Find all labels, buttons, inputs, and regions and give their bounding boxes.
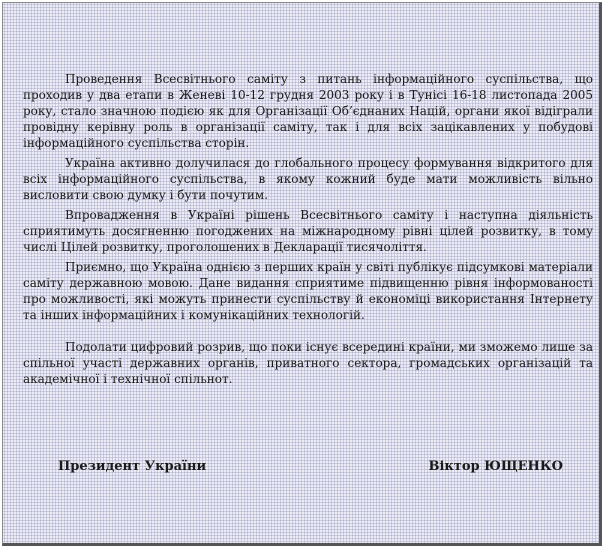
- paragraph: Україна активно долучилася до глобального процесу формування відкритого для всіх інформаційного суспільства, в якому кожний буде мати можливість вільно висловити свою думку і бути почутим.: [23, 156, 593, 202]
- paragraph: Проведення Всесвітнього саміту з питань інформаційного суспільства, що проходив у два етапи в Женеві 10-12 грудня 2003 року і в Тунісі 16-18 листопада 2005 року, стало значною подією як для Організації Об’єднаних Націй, органи якої відігрaли провідну керівну роль в організації саміту, так і для всіх зацікавлених у побудові інформаційного суспільства сторін.: [23, 72, 593, 150]
- paragraph: Впровадження в Україні рішень Всесвітнього саміту і наступна діяльність сприятимуть досягненню погоджених на міжнародному рівні цілей розвитку, в тому числі Цілей розвитку, проголошених в Декларації тисячоліття.: [23, 208, 593, 254]
- letter-body: [23, 71, 593, 391]
- signature-block: [58, 459, 563, 474]
- document-frame: [2, 2, 602, 546]
- signature-position: Президент України: [58, 459, 207, 474]
- paragraph: Приємно, що Україна однією з перших країн у світі публікує підсумкові матеріали саміту державною мовою. Дане видання сприятиме підвищенню рівня інформованості про можливості, які можуть принести суспільству й економіці використання Інтернету та інших інформаційних і комунікаційних технологій.: [23, 260, 593, 322]
- paragraph: Подолати цифровий розрив, що поки існує всередині країни, ми зможемо лише за спільної участі державних органів, приватного сектора, громадських організацій та академічної і технічної спільнот.: [23, 340, 593, 386]
- signature-name: Віктор ЮЩЕНКО: [428, 459, 563, 474]
